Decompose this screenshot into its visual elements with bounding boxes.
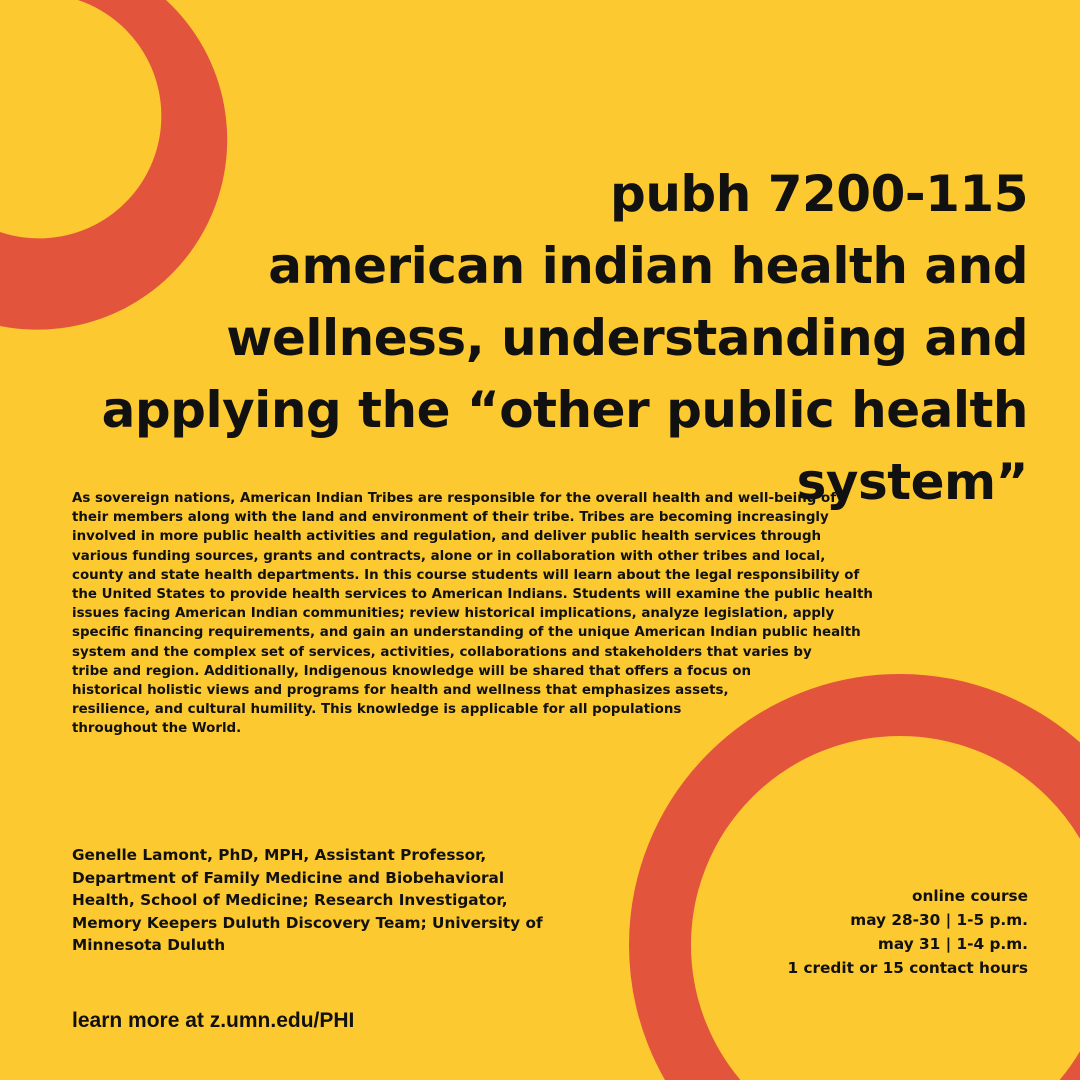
course-title-line: american indian health and	[268, 236, 1028, 295]
course-title-line: system”	[796, 452, 1028, 511]
description-line: historical holistic views and programs for health and wellness that emphasizes assets,	[72, 683, 729, 699]
instructor-info	[72, 844, 612, 957]
description-line: specific financing requirements, and gain an understanding of the unique American Indian public health	[72, 625, 861, 641]
description-line: system and the complex set of services, activities, collaborations and stakeholders that varies by	[72, 644, 812, 660]
course-schedule	[708, 884, 1028, 980]
course-format: online course	[912, 887, 1028, 905]
instructor-line: Minnesota Duluth	[72, 936, 226, 954]
course-code: pubh 7200-115	[610, 164, 1028, 223]
description-line: As sovereign nations, American Indian Tribes are responsible for the overall health and well-being of	[72, 491, 837, 506]
description-line: throughout the World.	[72, 721, 242, 737]
course-title-line: applying the “other public health	[101, 380, 1028, 439]
description-line: county and state health departments. In this course students will learn about the legal responsibility of	[72, 567, 860, 583]
description-line: involved in more public health activities and regulation, and deliver public health services through	[72, 529, 822, 545]
instructor-line: Department of Family Medicine and Biobehavioral	[72, 868, 505, 887]
description-line: issues facing American Indian communities; review historical implications, analyze legislation, apply	[72, 606, 835, 622]
instructor-line: Health, School of Medicine; Research Investigator,	[72, 891, 508, 909]
instructor-line: Memory Keepers Duluth Discovery Team; University of	[72, 913, 543, 932]
description-line: the United States to provide health services to American Indians. Students will examine the public health	[72, 587, 873, 603]
instructor-line: Genelle Lamont, PhD, MPH, Assistant Professor,	[72, 846, 487, 864]
description-line: tribe and region. Additionally, Indigenous knowledge will be shared that offers a focus on	[72, 663, 751, 679]
description-line: resilience, and cultural humility. This knowledge is applicable for all populations	[72, 702, 682, 718]
learn-more-link[interactable]: learn more at z.umn.edu/PHI	[72, 1009, 355, 1032]
course-description	[72, 489, 972, 739]
schedule-line: may 31 | 1-4 p.m.	[877, 935, 1028, 953]
course-title	[48, 158, 1028, 518]
description-line: various funding sources, grants and contracts, alone or in collaboration with other tribes and local,	[72, 548, 826, 564]
schedule-line: may 28-30 | 1-5 p.m.	[850, 911, 1028, 929]
course-title-line: wellness, understanding and	[226, 308, 1028, 367]
credit-info: 1 credit or 15 contact hours	[787, 959, 1028, 977]
description-line: their members along with the land and environment of their tribe. Tribes are becoming increasingly	[72, 510, 829, 526]
